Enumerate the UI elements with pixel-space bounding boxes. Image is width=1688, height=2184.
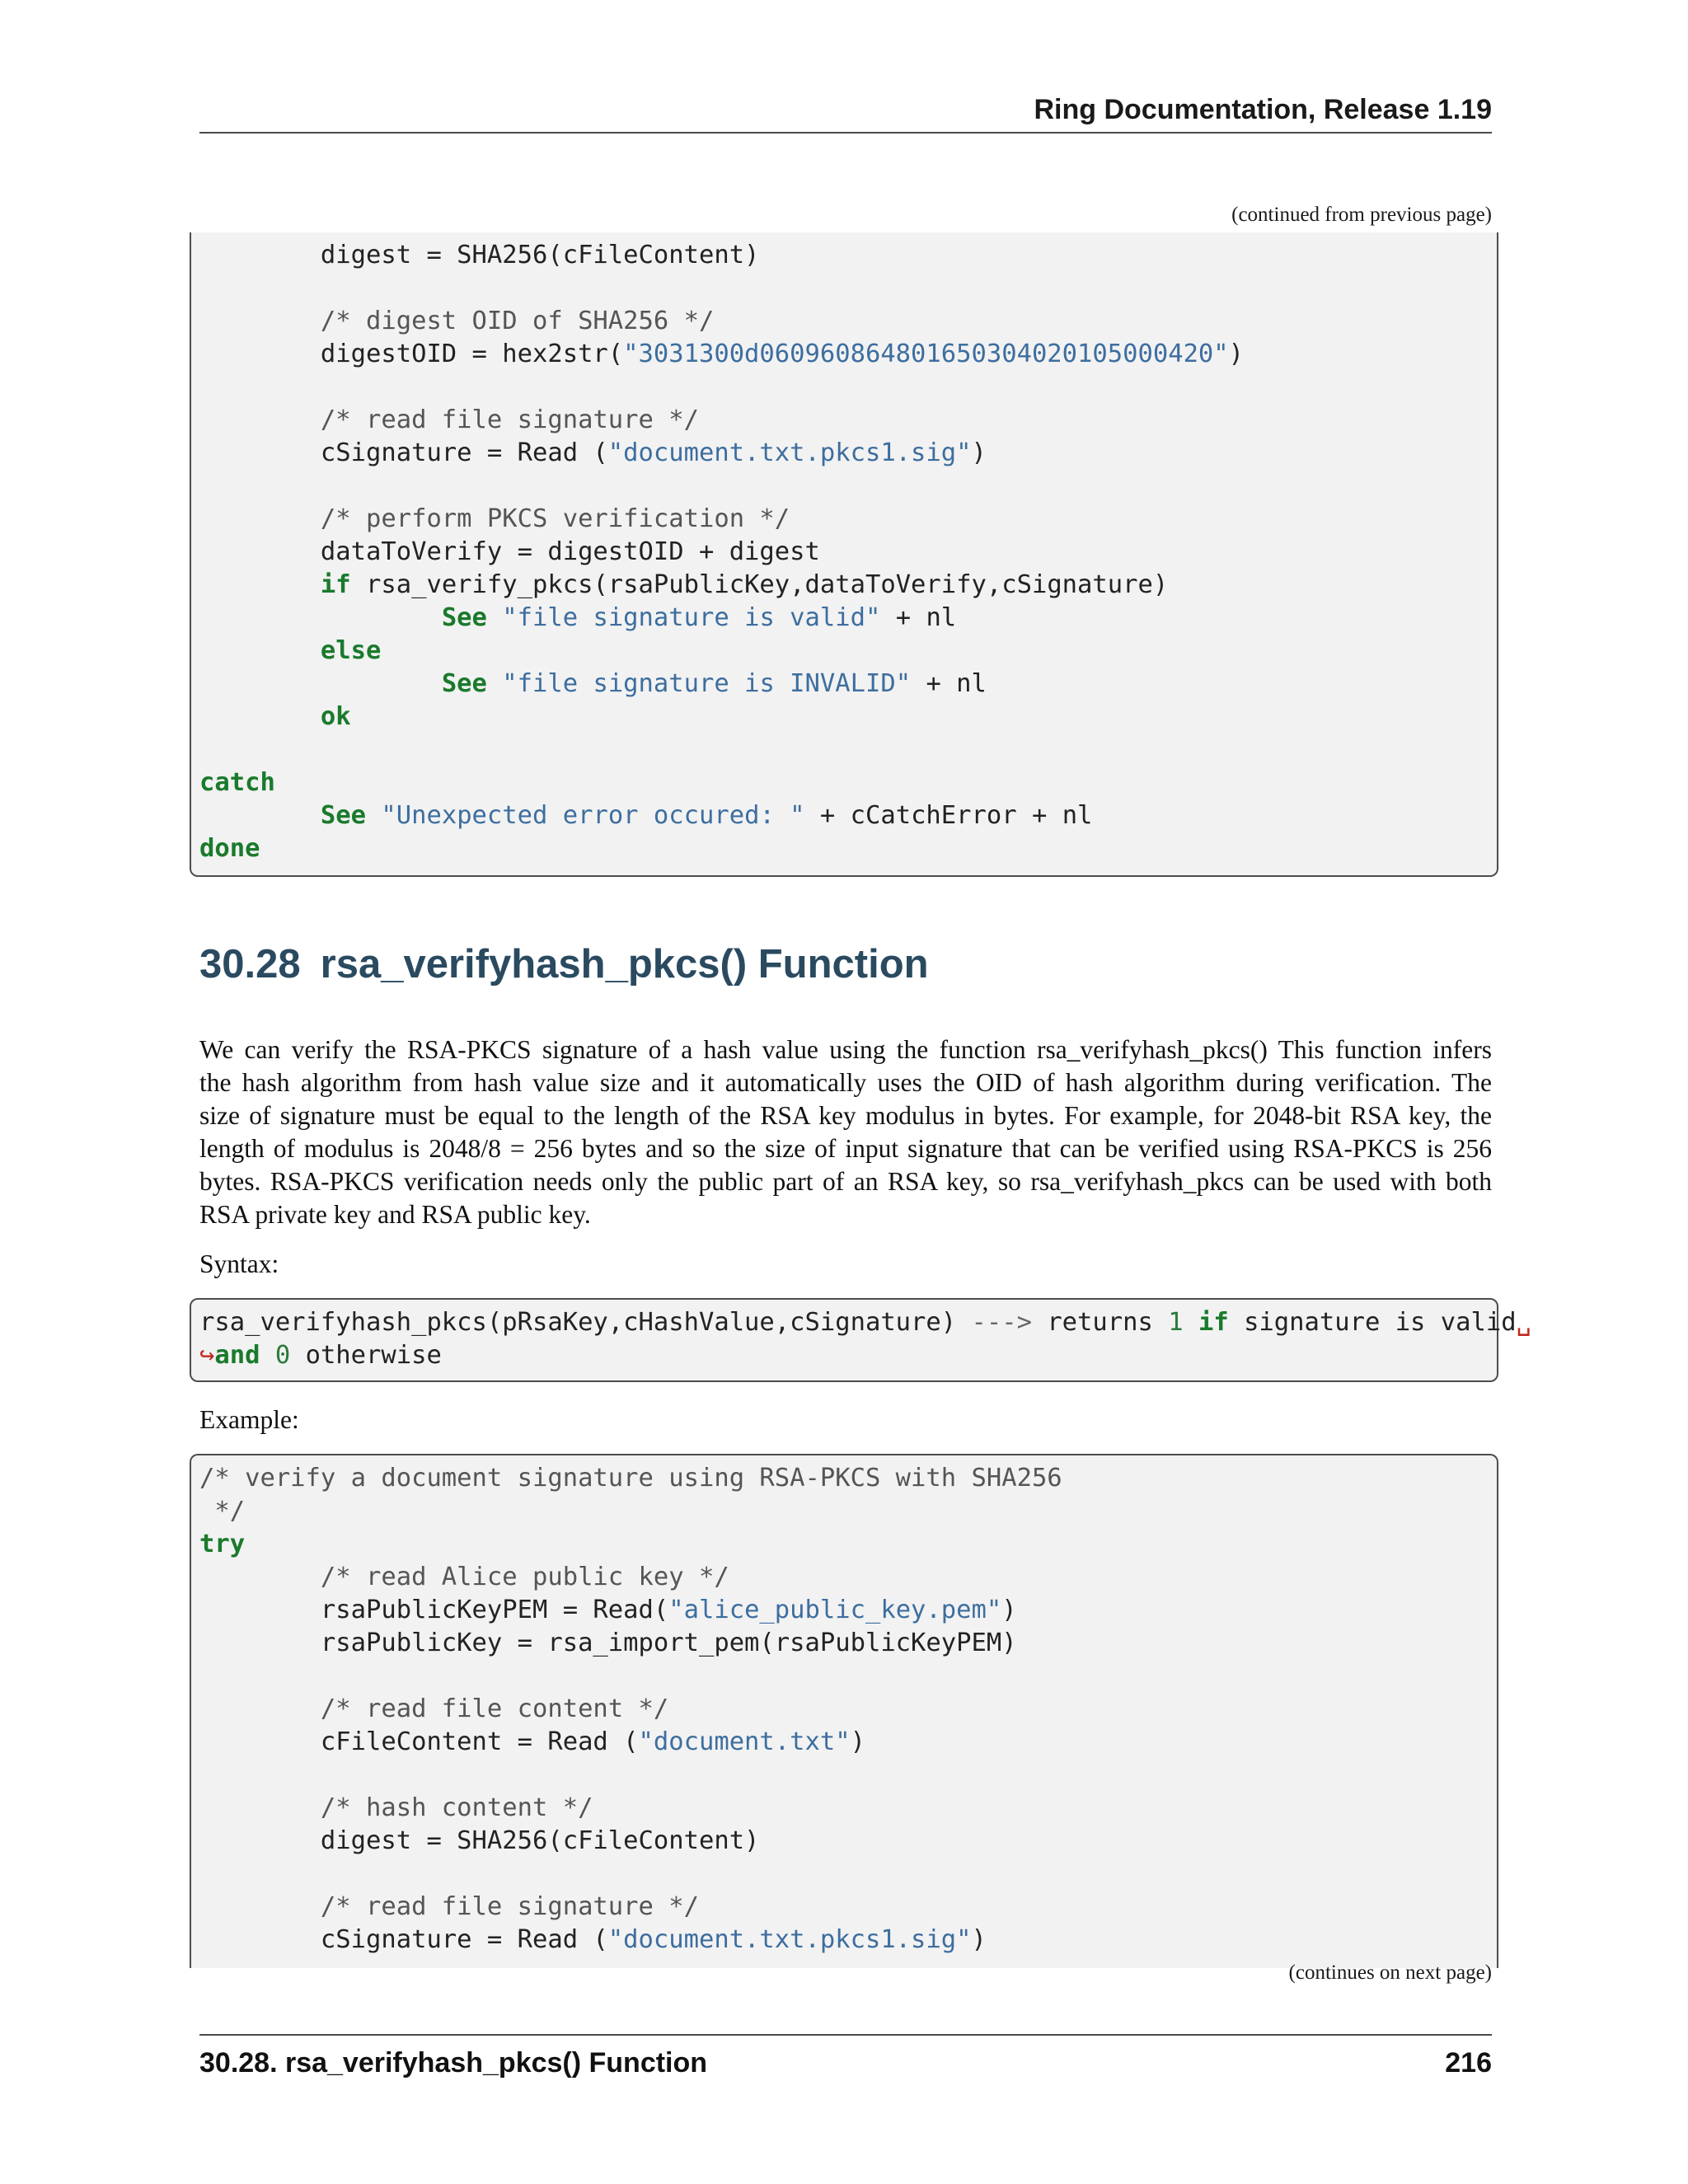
- code-token: "document.txt.pkcs1.sig": [607, 1925, 972, 1954]
- code-line: [199, 602, 956, 635]
- section-title: [199, 941, 929, 987]
- code-token: rsaPublicKey = rsa_import_pem(rsaPublicKeyPEM): [199, 1629, 1017, 1657]
- code-token: /* read file signature */: [320, 405, 699, 434]
- code-token: See: [441, 603, 487, 632]
- code-line: [199, 503, 790, 536]
- code-line: [199, 701, 351, 733]
- code-token: [199, 1694, 321, 1723]
- code-token: try: [199, 1530, 246, 1558]
- code-token: /* digest OID of SHA256 */: [320, 307, 715, 335]
- code-token: ok: [320, 702, 351, 731]
- code-token: /* read file signature */: [320, 1892, 699, 1921]
- code-token: + nl: [911, 669, 987, 698]
- code-token: ): [971, 1925, 987, 1954]
- code-line: [199, 1825, 759, 1858]
- code-token: "alice_public_key.pem": [668, 1596, 1002, 1624]
- code-token: if: [320, 570, 351, 599]
- section-number: 30.28: [199, 942, 301, 987]
- page-header: [199, 91, 1492, 134]
- code-token: 1: [1168, 1308, 1184, 1337]
- code-token: returns: [1031, 1308, 1169, 1337]
- code-line: [199, 1693, 668, 1726]
- code-token: rsa_verify_pkcs(rsaPublicKey,dataToVerify,cSignature): [350, 570, 1169, 599]
- code-token: [487, 669, 502, 698]
- code-token: [1184, 1308, 1198, 1337]
- code-line: [199, 1306, 1531, 1339]
- code-token: /* read file content */: [320, 1694, 669, 1723]
- code-token: [199, 1793, 321, 1822]
- code-token: + nl: [880, 603, 957, 632]
- code-line: [199, 1561, 729, 1594]
- code-token: [199, 1563, 321, 1591]
- code-token: See: [320, 801, 366, 830]
- code-token: [199, 1892, 321, 1921]
- code-token: digestOID = hex2str(: [199, 340, 624, 368]
- code-token: dataToVerify = digestOID + digest: [199, 537, 820, 566]
- code-token: otherwise: [290, 1341, 442, 1370]
- code-token: [199, 504, 321, 533]
- code-token: rsa_verifyhash_pkcs(pRsaKey,cHashValue,cSignature): [199, 1308, 972, 1337]
- code-line: [199, 404, 699, 437]
- code-token: /* verify a document signature using RSA-PKCS with SHA256: [199, 1464, 1062, 1493]
- code-token: 0: [274, 1341, 291, 1370]
- example-label: Example:: [199, 1405, 299, 1434]
- page-number: 216: [1445, 2047, 1492, 2079]
- code-token: ): [850, 1727, 865, 1756]
- code-token: and: [214, 1341, 260, 1370]
- code-token: [199, 307, 321, 335]
- code-token: else: [320, 636, 382, 665]
- paragraph-line: We can verify the RSA-PKCS signature of a hash value using the function rsa_verifyhash_pkcs() This function infers: [199, 1035, 1492, 1064]
- code-token: "3031300d060960864801650304020105000420": [623, 340, 1229, 368]
- code-token: --->: [971, 1308, 1032, 1337]
- code-token: ␣: [1516, 1308, 1531, 1337]
- code-token: cSignature = Read (: [199, 1925, 608, 1954]
- code-line: [199, 635, 381, 668]
- section-heading: rsa_verifyhash_pkcs() Function: [320, 942, 929, 987]
- code-token: ): [971, 438, 987, 467]
- code-token: [199, 570, 321, 599]
- code-block-syntax: [190, 1298, 1531, 1382]
- code-line: [199, 338, 1244, 371]
- paragraph-line: the hash algorithm from hash value size and it automatically uses the OID of hash algorithm during verification. The: [199, 1068, 1492, 1097]
- code-token: "file signature is valid": [502, 603, 881, 632]
- paragraph-line: RSA private key and RSA public key.: [199, 1200, 591, 1229]
- code-line: [199, 1627, 1017, 1660]
- code-line: [199, 1462, 1062, 1495]
- code-token: */: [199, 1497, 246, 1526]
- footer-section: 30.28. rsa_verifyhash_pkcs() Function: [199, 2047, 708, 2079]
- paragraph-line: size of signature must be equal to the length of the RSA key modulus in bytes. For example, for 2048-bit RSA key, the: [199, 1101, 1492, 1130]
- code-line: [199, 1891, 699, 1924]
- code-token: ): [1228, 340, 1245, 368]
- code-token: [487, 603, 502, 632]
- code-token: /* perform PKCS verification */: [320, 504, 790, 533]
- code-line: [199, 832, 260, 865]
- code-token: catch: [199, 768, 275, 797]
- continues-on-note: (continues on next page): [1288, 1961, 1492, 1984]
- code-line: [199, 1528, 245, 1561]
- code-line: [199, 799, 1092, 832]
- code-line: [199, 1495, 245, 1528]
- code-line: [199, 1339, 442, 1372]
- code-token: digest = SHA256(cFileContent): [199, 1826, 760, 1855]
- code-line: [199, 437, 987, 470]
- code-line: [199, 536, 820, 569]
- code-token: [199, 702, 321, 731]
- code-block-continued: [190, 232, 1498, 877]
- code-token: [199, 405, 321, 434]
- code-line: [199, 766, 275, 799]
- code-line: [199, 668, 987, 701]
- code-token: [260, 1341, 274, 1370]
- code-token: ↪: [199, 1341, 215, 1370]
- code-token: [199, 669, 442, 698]
- page-footer: [199, 2034, 1492, 2079]
- code-line: [199, 239, 759, 272]
- code-line: [199, 1924, 987, 1957]
- code-token: /* hash content */: [320, 1793, 593, 1822]
- code-token: "file signature is INVALID": [502, 669, 912, 698]
- syntax-label: Syntax:: [199, 1249, 279, 1278]
- paragraph-line: length of modulus is 2048/8 = 256 bytes and so the size of input signature that can be verified using RSA-PKCS is 256: [199, 1134, 1492, 1163]
- code-line: [199, 569, 1168, 602]
- continued-from-note: (continued from previous page): [1231, 204, 1492, 226]
- code-line: [199, 1792, 593, 1825]
- code-token: if: [1198, 1308, 1229, 1337]
- code-token: See: [441, 669, 487, 698]
- code-line: [199, 1594, 1017, 1627]
- code-token: cFileContent = Read (: [199, 1727, 639, 1756]
- code-line: [199, 1726, 865, 1759]
- code-token: cSignature = Read (: [199, 438, 608, 467]
- code-token: signature is valid: [1228, 1308, 1517, 1337]
- code-token: done: [199, 834, 260, 863]
- code-token: "document.txt.pkcs1.sig": [607, 438, 972, 467]
- description-paragraph: [199, 1033, 1492, 1231]
- code-token: ): [1001, 1596, 1017, 1624]
- code-token: [199, 801, 321, 830]
- header-title: Ring Documentation, Release 1.19: [1034, 94, 1492, 125]
- paragraph-line: bytes. RSA-PKCS verification needs only the public part of an RSA key, so rsa_verifyhash_pkcs can be used with both: [199, 1167, 1492, 1196]
- code-token: rsaPublicKeyPEM = Read(: [199, 1596, 669, 1624]
- code-token: [366, 801, 381, 830]
- code-line: [199, 305, 714, 338]
- code-token: + cCatchError + nl: [804, 801, 1093, 830]
- code-token: "document.txt": [638, 1727, 851, 1756]
- code-token: [199, 603, 442, 632]
- code-token: [199, 636, 321, 665]
- code-block-example: [190, 1454, 1498, 1968]
- code-token: /* read Alice public key */: [320, 1563, 729, 1591]
- code-token: digest = SHA256(cFileContent): [199, 241, 760, 269]
- code-token: "Unexpected error occured: ": [381, 801, 805, 830]
